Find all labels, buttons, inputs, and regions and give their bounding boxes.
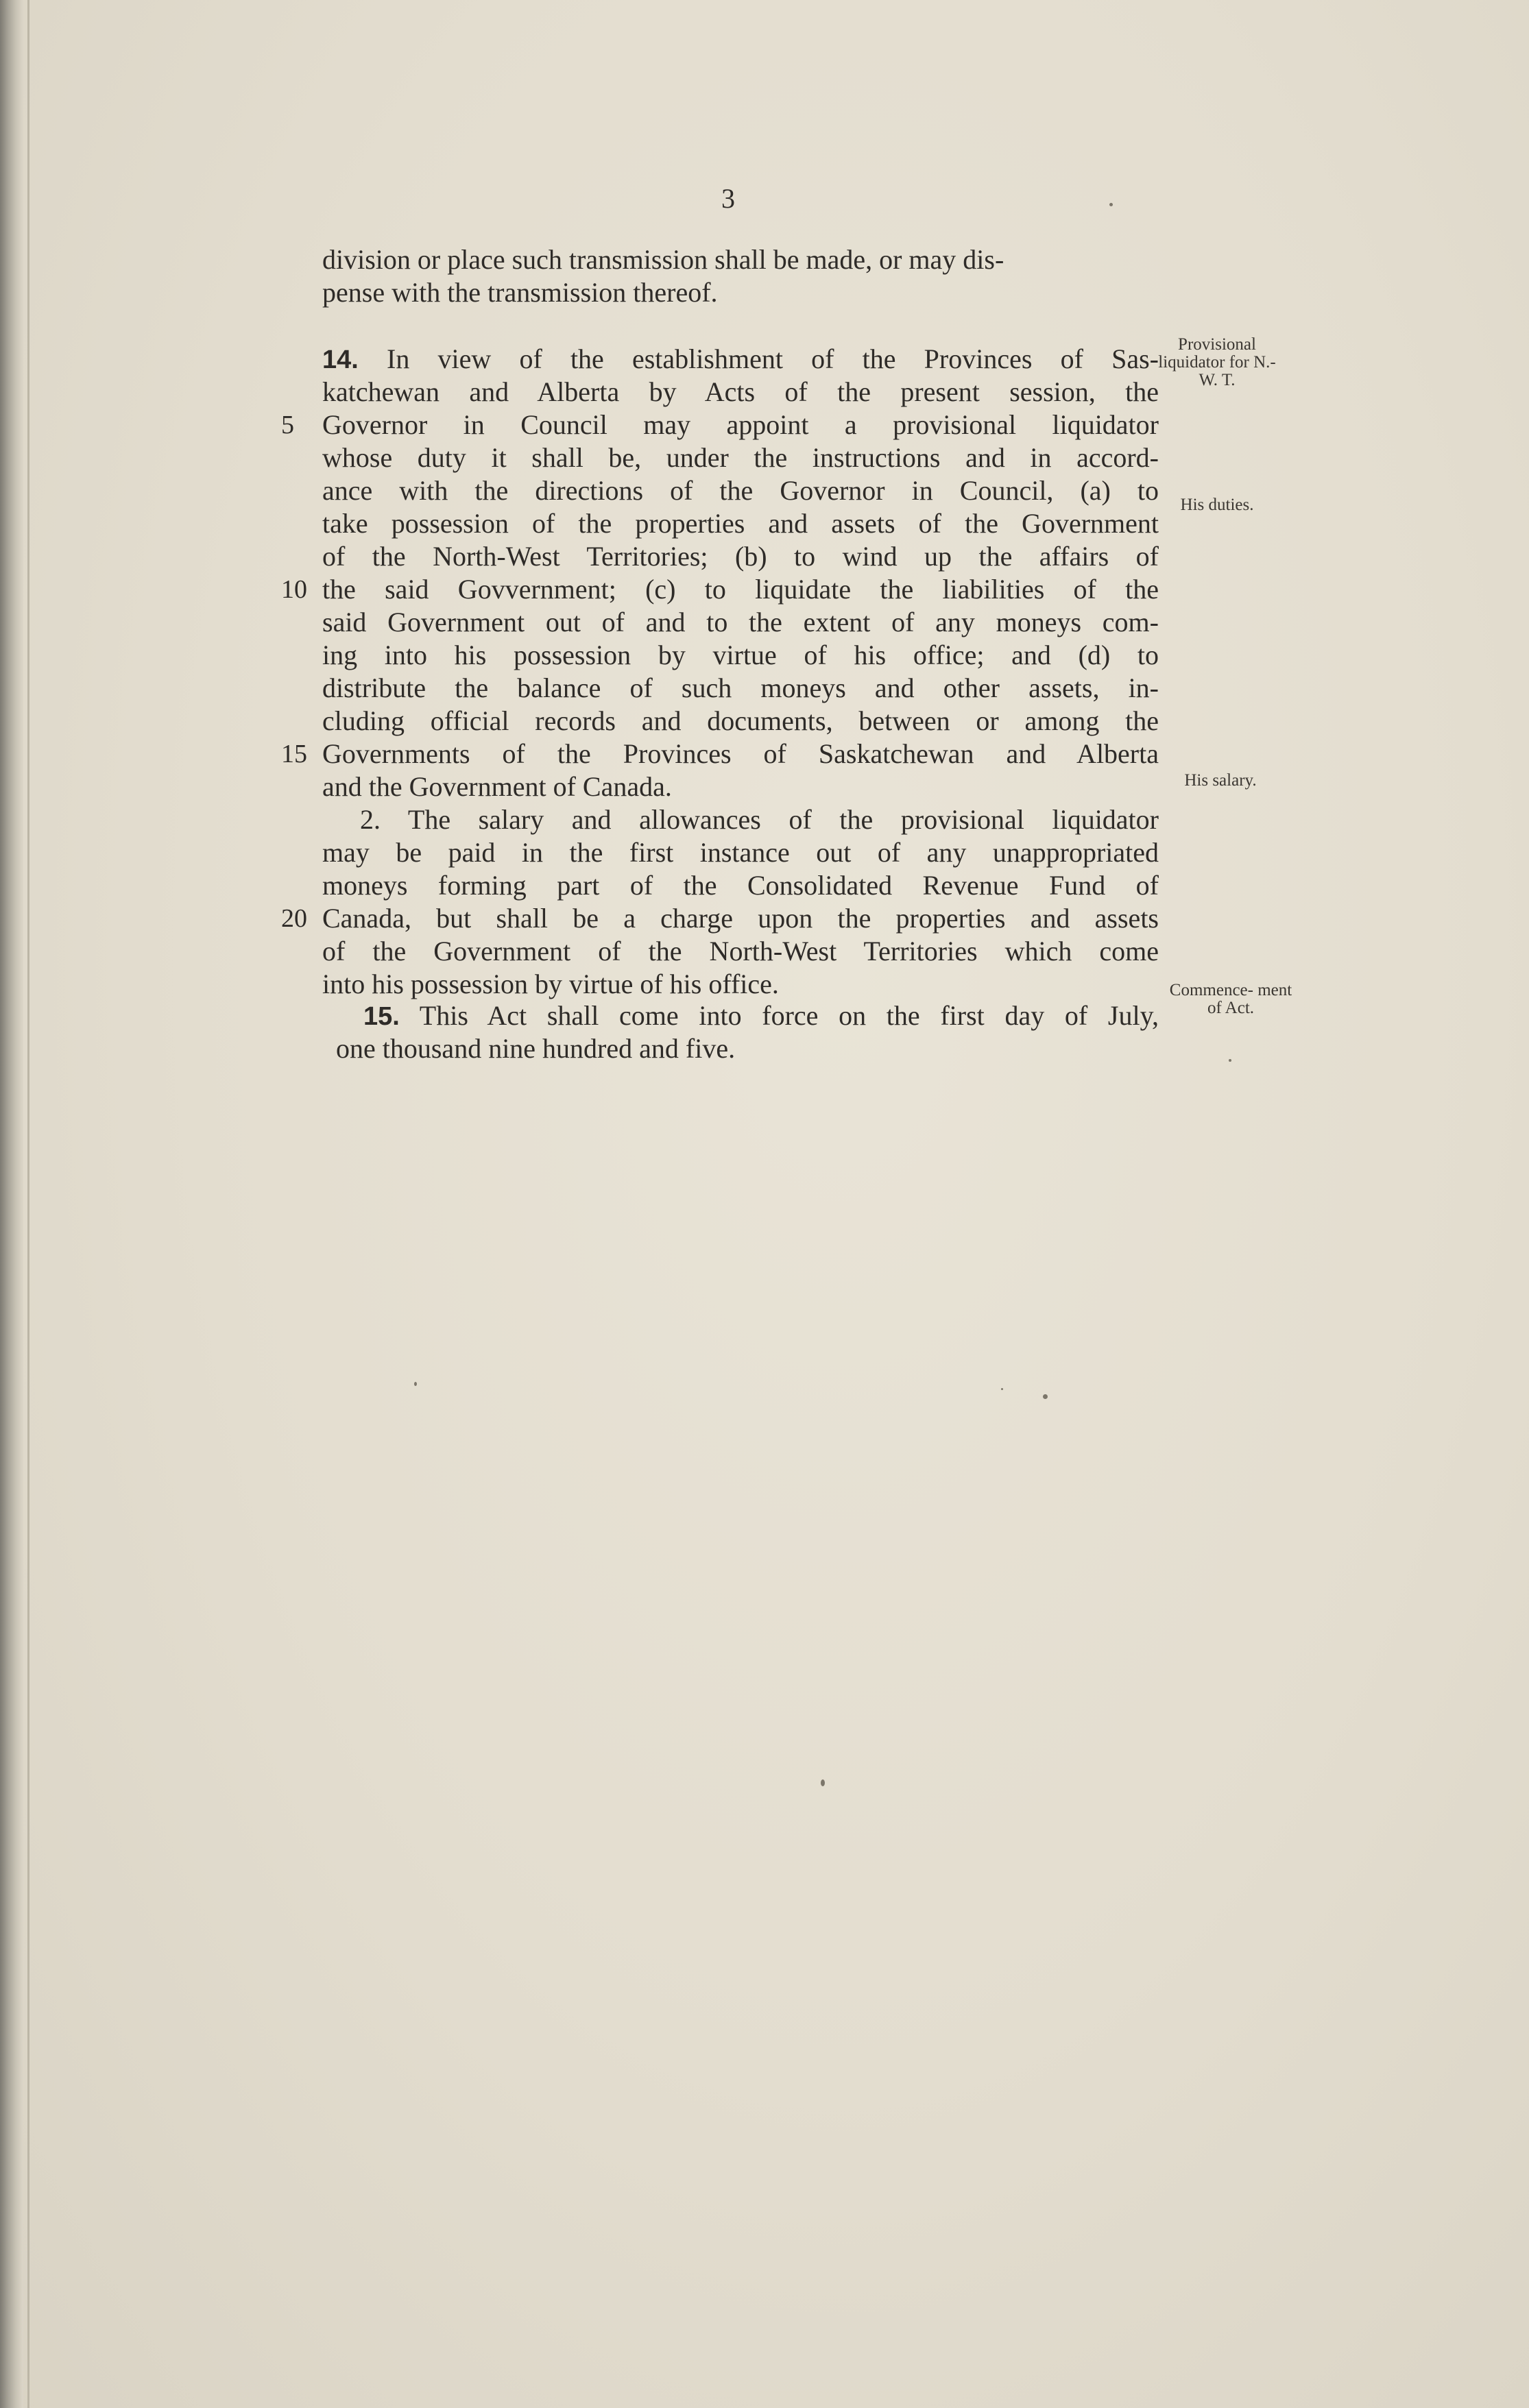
margin-note-his-salary: His salary. [1184,771,1257,790]
body-line-17: 2. The salary and allowances of the provisional liquidator [360,804,1159,835]
body-line-5: Governor in Council may appoint a provisional liquidator [322,409,1159,440]
body-line-2: pense with the transmission thereof. [322,277,718,308]
body-line-14: cluding official records and documents, between or among the [322,705,1159,736]
body-line-13: distribute the balance of such moneys and other assets, in- [322,672,1159,703]
body-line-12: ing into his possession by virtue of his office; and (d) to [322,640,1159,670]
body-line-24: one thousand nine hundred and five. [336,1033,736,1064]
paper-speck [414,1382,417,1386]
line-number-5: 5 [281,411,294,439]
margin-note-commencement: Commence- ment of Act. [1169,981,1292,1017]
line-number-15: 15 [281,740,307,768]
body-line-4: katchewan and Alberta by Acts of the present session, the [322,376,1159,407]
section-number-15: 15. [363,1002,400,1031]
body-line-11: said Government out of and to the extent of any moneys com- [322,607,1159,637]
paper-speck [1001,1388,1003,1390]
body-line-8: take possession of the properties and assets of the Government [322,508,1159,539]
section-15-first-line [363,999,1159,1033]
section-14-first-line [322,343,1159,376]
section-14-line-1-text: In view of the establishment of the Provinces of Sas- [358,343,1159,374]
body-line-7: ance with the directions of the Governor in Council, (a) to [322,475,1159,506]
paper-speck [821,1779,825,1786]
page-number: 3 [721,183,735,214]
section-number-14: 14. [322,345,359,374]
body-line-1: division or place such transmission shall be made, or may dis- [322,244,1004,275]
page-binding-edge [0,0,23,2408]
body-line-16: and the Government of Canada. [322,771,672,802]
body-line-9: of the North-West Territories; (b) to wind up the affairs of [322,541,1159,572]
body-line-6: whose duty it shall be, under the instructions and in accord- [322,442,1159,473]
paper-speck [1043,1394,1048,1399]
margin-note-his-duties: His duties. [1180,496,1254,514]
body-line-20: Canada, but shall be a charge upon the properties and assets [322,903,1159,934]
paper-speck [1109,203,1113,206]
line-number-10: 10 [281,575,307,604]
binding-fold-line [27,0,29,2408]
body-line-19: moneys forming part of the Consolidated Revenue Fund of [322,870,1159,901]
section-15-line-1-text: This Act shall come into force on the first day of July, [399,1000,1159,1031]
body-line-10: the said Govvernment; (c) to liquidate the liabilities of the [322,574,1159,605]
body-line-15: Governments of the Provinces of Saskatchewan and Alberta [322,738,1159,769]
margin-note-provisional-liquidator: Provisional liquidator for N.-W. T. [1158,335,1276,389]
body-line-22: into his possession by virtue of his office. [322,969,779,999]
line-number-20: 20 [281,904,307,933]
body-line-18: may be paid in the first instance out of any unappropriated [322,837,1159,868]
paper-speck [1229,1059,1231,1062]
body-line-21: of the Government of the North-West Territories which come [322,936,1159,966]
